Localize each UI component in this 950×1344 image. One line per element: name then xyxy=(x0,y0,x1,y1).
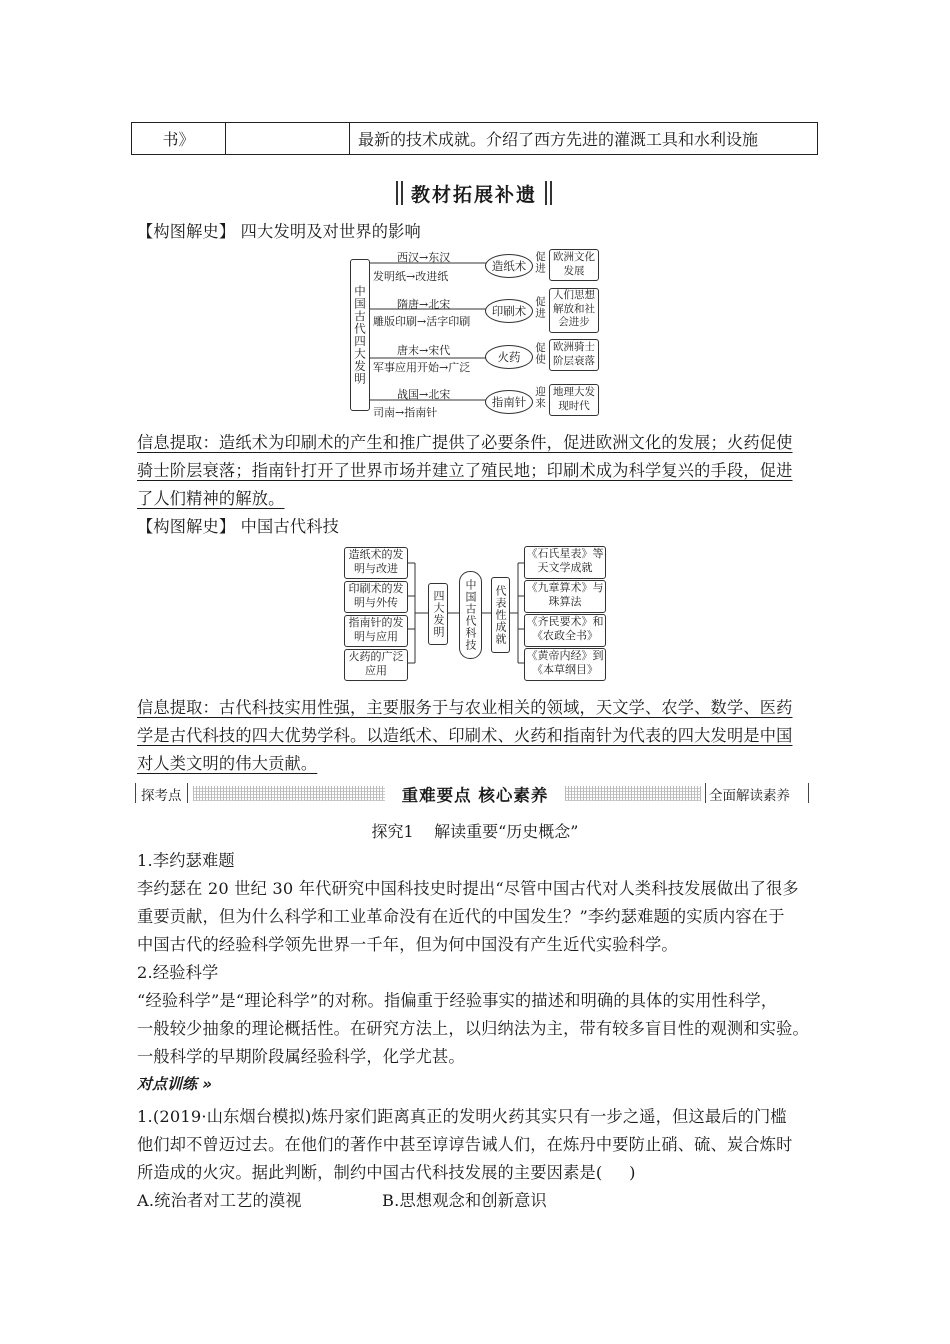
root-box: 中国古代四大发明 xyxy=(350,259,370,411)
banner-divider xyxy=(705,783,706,803)
title-bar-decoration xyxy=(545,181,547,205)
option-a[interactable]: A.统治者对工艺的漠视 xyxy=(137,1191,302,1210)
left-item-gunpowder: 火药的广泛应用 xyxy=(344,649,408,681)
title-bar-decoration xyxy=(550,181,552,205)
banner-divider xyxy=(187,783,188,803)
body-line: 一般较少抽象的理论概括性。在研究方法上，以归纳法为主，带有较多盲目性的观测和实验。 xyxy=(137,1019,809,1038)
info-line xyxy=(137,429,793,453)
row4-period: 战国→北宋 xyxy=(397,388,451,401)
info-text: 学是古代科技的四大优势学科。以造纸术、印刷术、火药和指南针为代表的四大发明是中国 xyxy=(137,726,793,745)
banner-divider xyxy=(135,783,136,803)
option-b[interactable]: B.思想观念和创新意识 xyxy=(382,1191,547,1210)
title-bar-decoration xyxy=(401,181,403,205)
banner-divider xyxy=(808,783,809,803)
info-line xyxy=(137,722,793,746)
table-cell xyxy=(226,123,350,155)
banner-title: 重难要点 核心素养 xyxy=(401,786,549,805)
oval-compass: 指南针 xyxy=(485,390,533,414)
row3-period: 唐末→宋代 xyxy=(397,344,451,357)
group-four-inventions: 四大发明 xyxy=(428,583,448,645)
question-line: 所造成的火灾。据此判断，制约中国古代科技发展的主要因素是( ) xyxy=(137,1163,636,1182)
row1-result: 欧洲文化发展 xyxy=(549,249,599,281)
title-bar-decoration xyxy=(396,181,398,205)
section-title xyxy=(393,176,555,210)
group-achievements: 代表性成就 xyxy=(491,577,510,653)
info-text: 了人们精神的解放。 xyxy=(137,489,285,508)
body-line: 重要贡献，但为什么科学和工业革命没有在近代的中国发生？”李约瑟难题的实质内容在于 xyxy=(137,907,785,926)
banner-hatch xyxy=(565,786,701,801)
body-line: “经验科学”是“理论科学”的对称。指偏重于经验事实的描述和明确的具体的实用性科学， xyxy=(137,991,778,1010)
info-text: 骑士阶层衰落；指南针打开了世界市场并建立了殖民地；印刷术成为科学复兴的手段，促进 xyxy=(137,461,793,480)
row1-development: 发明纸→改进纸 xyxy=(373,270,449,283)
right-item-mathematics: 《九章算术》与珠算法 xyxy=(524,580,606,613)
info-line xyxy=(137,485,285,509)
table-cell: 最新的技术成就。介绍了西方先进的灌溉工具和水利设施 xyxy=(350,123,818,155)
technology-diagram xyxy=(343,543,608,685)
row1-verb: 促进 xyxy=(534,251,546,274)
question-line: 1.(2019·山东烟台模拟)炼丹家们距离真正的发明火药其实只有一步之遥，但这最后的门槛 xyxy=(137,1107,787,1126)
left-item-papermaking: 造纸术的发明与改进 xyxy=(344,547,408,579)
explore-title: 探究1 解读重要“历史概念” xyxy=(371,822,579,841)
info-line xyxy=(137,694,793,718)
banner-left-label: 探考点 xyxy=(141,788,182,804)
right-item-agriculture: 《齐民要术》和《农政全书》 xyxy=(524,614,606,647)
left-item-printing: 印刷术的发明与外传 xyxy=(344,581,408,613)
row4-verb: 迎来 xyxy=(534,386,546,409)
banner-hatch xyxy=(193,786,385,801)
banner-right-label: 全面解读素养 xyxy=(709,788,790,804)
oval-papermaking: 造纸术 xyxy=(485,254,533,278)
body-line: 中国古代的经验科学领先世界一千年，但为何中国没有产生近代实验科学。 xyxy=(137,935,678,954)
right-item-astronomy: 《石氏星表》等天文学成就 xyxy=(524,546,606,579)
row4-result: 地理大发现时代 xyxy=(549,384,599,416)
inventions-diagram xyxy=(347,247,607,417)
body-heading: 2.经验科学 xyxy=(137,963,219,982)
info-line xyxy=(137,457,793,481)
drill-title: 对点训练 » xyxy=(137,1075,212,1093)
body-heading: 1.李约瑟难题 xyxy=(137,851,235,870)
table-row xyxy=(132,123,818,155)
row1-period: 西汉→东汉 xyxy=(397,251,451,264)
figure1-heading: 【构图解史】 四大发明及对世界的影响 xyxy=(137,222,421,241)
row3-development: 军事应用开始→广泛 xyxy=(373,361,471,374)
row2-period: 隋唐→北宋 xyxy=(397,298,451,311)
info-line xyxy=(137,750,317,774)
row2-result: 人们思想解放和社会进步 xyxy=(549,288,599,333)
body-line: 一般科学的早期阶段属经验科学，化学尤甚。 xyxy=(137,1047,465,1066)
body-line: 李约瑟在 20 世纪 30 年代研究中国科技史时提出“尽管中国古代对人类科技发展做出了很多 xyxy=(137,879,799,898)
section-title-text: 教材拓展补遗 xyxy=(410,183,537,206)
section-banner xyxy=(131,781,818,807)
row4-development: 司南→指南针 xyxy=(373,406,438,419)
oval-printing: 印刷术 xyxy=(485,299,533,323)
row2-development: 雕版印刷→活字印刷 xyxy=(373,315,471,328)
right-item-medicine: 《黄帝内经》到《本草纲目》 xyxy=(524,648,606,681)
left-item-compass: 指南针的发明与应用 xyxy=(344,615,408,647)
center-node: 中国古代科技 xyxy=(459,571,482,659)
top-table xyxy=(131,122,818,155)
info-text: 信息提取：造纸术为印刷术的产生和推广提供了必要条件，促进欧洲文化的发展；火药促使 xyxy=(137,433,793,452)
info-text: 信息提取：古代科技实用性强，主要服务于与农业相关的领域，天文学、农学、数学、医药 xyxy=(137,698,793,717)
question-line: 他们却不曾迈过去。在他们的著作中甚至谆谆告诫人们，在炼丹中要防止硝、硫、炭合炼时 xyxy=(137,1135,793,1154)
figure2-heading: 【构图解史】 中国古代科技 xyxy=(137,517,339,536)
row2-verb: 促进 xyxy=(534,296,546,319)
table-cell: 书》 xyxy=(132,123,226,155)
row3-verb: 促使 xyxy=(534,342,546,365)
info-text: 对人类文明的伟大贡献。 xyxy=(137,754,318,773)
oval-gunpowder: 火药 xyxy=(485,345,533,369)
row3-result: 欧洲骑士阶层衰落 xyxy=(549,339,599,371)
